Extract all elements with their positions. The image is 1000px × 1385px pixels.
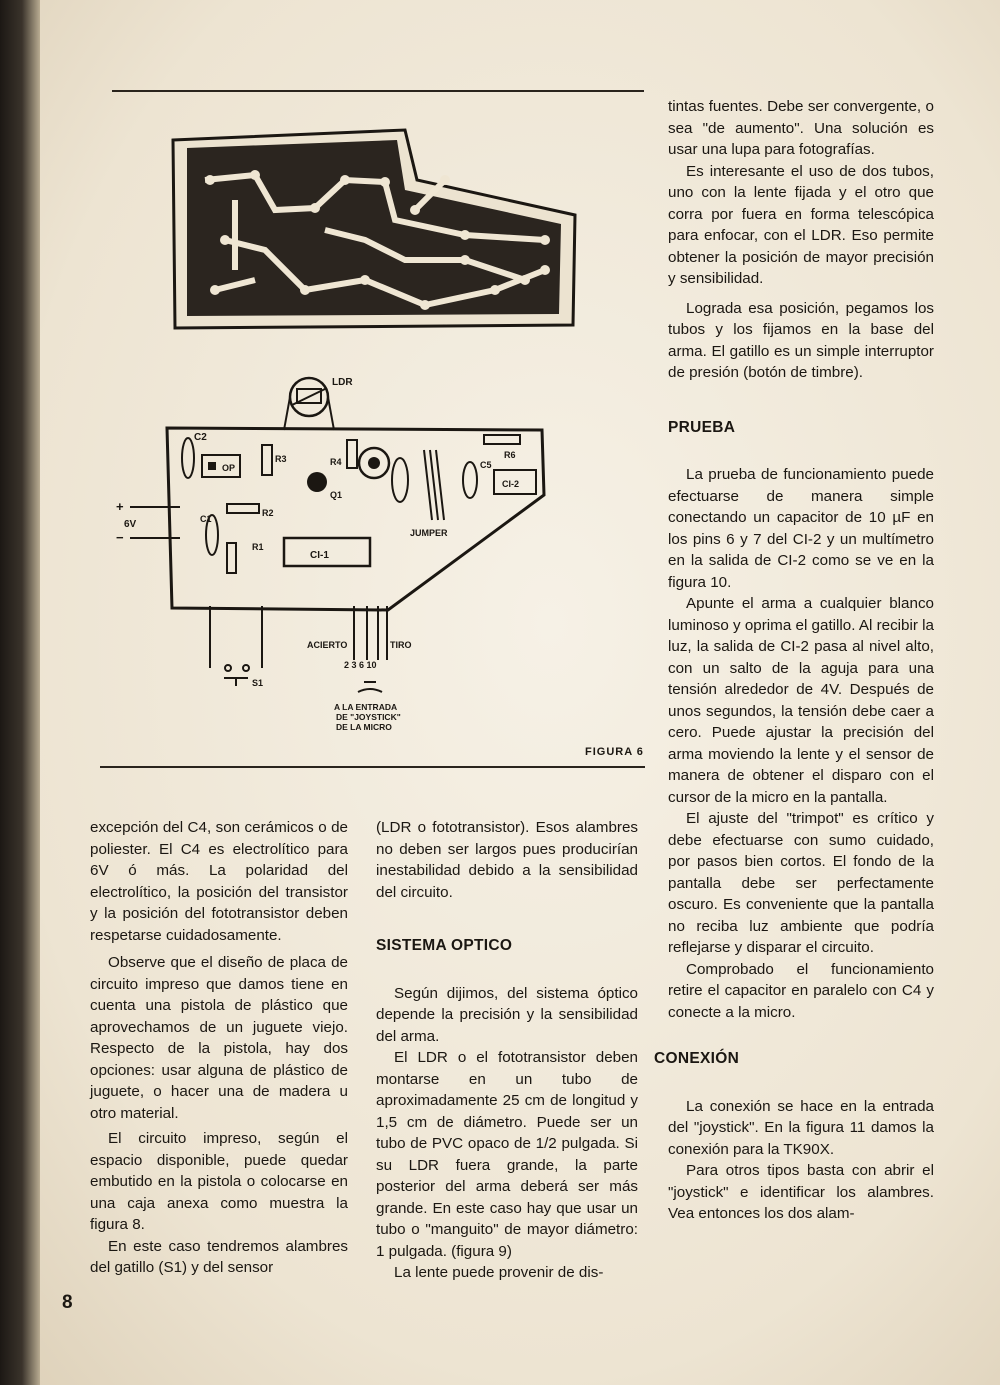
paragraph: Observe que el diseño de placa de circuito impreso que damos tiene en cuenta una pistola de plástico que aprovechamos de un juguete viejo. Respecto de la pistola, hay dos opciones: usar alguna de plástico de juguete, o hacer una de madera u otro material.: [90, 954, 348, 1122]
paragraph: El circuito impreso, según el espacio disponible, puede quedar embutido en la pistola o colocarse en una caja anexa como muestra la figura 8.: [90, 1130, 348, 1233]
figure-top-rule: [112, 90, 644, 92]
column-right-top: [654, 96, 934, 1225]
resistor-r1: [227, 543, 236, 573]
pcb-board: [173, 130, 575, 328]
paragraph: Según dijimos, del sistema óptico depende la precisión y la sensibilidad del arma.: [376, 984, 638, 1045]
heading-prueba: PRUEBA: [668, 418, 736, 436]
label-c2: C2: [194, 432, 207, 443]
paragraph: La lente puede provenir de dis-: [394, 1264, 604, 1281]
paragraph: Apunte el arma a cualquier blanco luminoso y oprima el gatillo. Al recibir la luz, la salida de CI-2 pasa al nivel alto, con un salto de la aguja para una tensión alrededor de 4V. Después de unos segundos, la tensión debe caer a cero. Puede ajustar la precisión del arma moviendo la lente y el sensor de manera de obtener el disparo con el cursor de la micro en la pantalla.: [668, 595, 934, 806]
label-entrada-3: DE LA MICRO: [336, 722, 392, 732]
label-c5: C5: [480, 460, 492, 470]
label-voltage: 6V: [124, 519, 137, 530]
label-minus: −: [116, 530, 124, 545]
label-ldr: LDR: [332, 377, 353, 388]
resistor-r2: [227, 504, 259, 513]
resistor-r3: [262, 445, 272, 475]
capacitor-c4: [392, 458, 408, 502]
label-ci2: CI-2: [502, 479, 520, 489]
paragraph: tintas fuentes. Debe ser convergente, o sea "de aumento". Una solución es usar una lupa para fotografías.: [668, 98, 934, 158]
label-ci1: CI-1: [310, 550, 329, 561]
resistor-r6: [484, 435, 520, 444]
joystick-wires: [354, 606, 387, 660]
column-middle: [376, 817, 638, 1284]
ldr-sensor: [284, 378, 334, 430]
label-r6: R6: [504, 450, 516, 460]
paragraph: Lograda esa posición, pegamos los tubos y los fijamos en la base del arma. El gatillo es un simple interruptor de presión (botón de timbre).: [668, 299, 934, 381]
paragraph: Para otros tipos basta con abrir el "joystick" e identificar los alambres. Vea entonces los dos alam-: [668, 1162, 934, 1222]
heading-sistema-optico: SISTEMA OPTICO: [376, 937, 513, 954]
paragraph: (LDR o fototransistor). Esos alambres no deben ser largos pues producirían inestabilidad debido a la sensibilidad del circuito.: [376, 819, 638, 901]
switch-s1: [224, 665, 249, 686]
paragraph: En este caso tendremos alambres del gatillo (S1) y del sensor: [90, 1237, 348, 1276]
page-binding-edge: [0, 0, 40, 1385]
page-number: 8: [62, 1292, 73, 1313]
switch-wires: [210, 606, 262, 668]
label-acierto: ACIERTO: [307, 640, 348, 650]
label-s1: S1: [252, 678, 264, 688]
capacitor-c2: [182, 438, 194, 478]
paragraph: La conexión se hace en la entrada del "joystick". En la figura 11 damos la conexión para la TK90X.: [668, 1097, 934, 1158]
component-layout-diagram: [112, 370, 582, 742]
paragraph: El LDR o el fototransistor deben montarse en un tubo de aproximadamente 25 cm de longitud y 1,5 cm de diámetro. Puede ser un tubo de PVC opaco de 1/2 pulgada. Si su LDR fuera grande, la parte posterior del arma deberá ser más grande. En este caso hay que usar un tubo o "manguito" de mayor diámetro: 1 pulgada. (figura 9): [376, 1049, 638, 1260]
label-c1: C1: [200, 514, 212, 524]
pcb-layout-diagram: [165, 120, 585, 335]
coil: [424, 450, 444, 520]
paragraph: La prueba de funcionamiento puede efectuarse de manera simple conectando un capacitor de 10 µF en los pins 6 y 7 del CI-2 y un multímetro en la salida de CI-2 como se ve en la figura 10.: [668, 466, 934, 591]
heading-conexion: CONEXIÓN: [654, 1050, 740, 1067]
label-plus: +: [116, 499, 124, 514]
label-pins: 2 3 6 10: [344, 660, 377, 670]
figure-caption: FIGURA 6: [585, 746, 644, 758]
capacitor-c5: [463, 462, 477, 498]
transistor-q1: [307, 472, 327, 492]
resistor-r4: [347, 440, 357, 468]
paragraph: excepción del C4, son cerámicos o de poliester. El C4 es electrolítico para 6V ó más. La polaridad del electrolítico, la posición del transistor y la posición del fototransistor deben respetarse cuidadosamente.: [90, 819, 348, 944]
paragraph: El ajuste del "trimpot" es crítico y debe efectuarse con sumo cuidado, por pasos bien cortos. El fondo de la pantalla debe ser perfectamente oscuro. Es conveniente que la pantalla no reciba luz ambiente que podría reflejarse y disparar el circuito.: [668, 810, 934, 956]
paragraph: Es interesante el uso de dos tubos, uno con la lente fijada y el otro que corra por fuera en forma telescópica para enfocar, con el LDR. Eso permite obtener la posición de mayor precisión y sensibilidad.: [668, 162, 934, 287]
label-q1: Q1: [330, 490, 343, 500]
label-entrada-1: A LA ENTRADA: [334, 702, 398, 712]
figure-bottom-rule: [100, 766, 645, 768]
joystick-connector-arrow: [358, 682, 382, 692]
label-entrada-2: DE "JOYSTICK": [336, 712, 401, 722]
column-left: [90, 817, 348, 1279]
label-r1: R1: [252, 542, 264, 552]
trimpot: [359, 448, 389, 478]
label-op: OP: [222, 463, 236, 473]
label-r4: R4: [330, 457, 342, 467]
label-r2: R2: [262, 508, 274, 518]
paragraph: Comprobado el funcionamiento retire el capacitor en paralelo con C4 y conecte a la micro.: [668, 960, 934, 1021]
label-tiro: TIRO: [390, 640, 412, 650]
label-r3: R3: [275, 454, 287, 464]
label-jumper: JUMPER: [410, 528, 448, 538]
